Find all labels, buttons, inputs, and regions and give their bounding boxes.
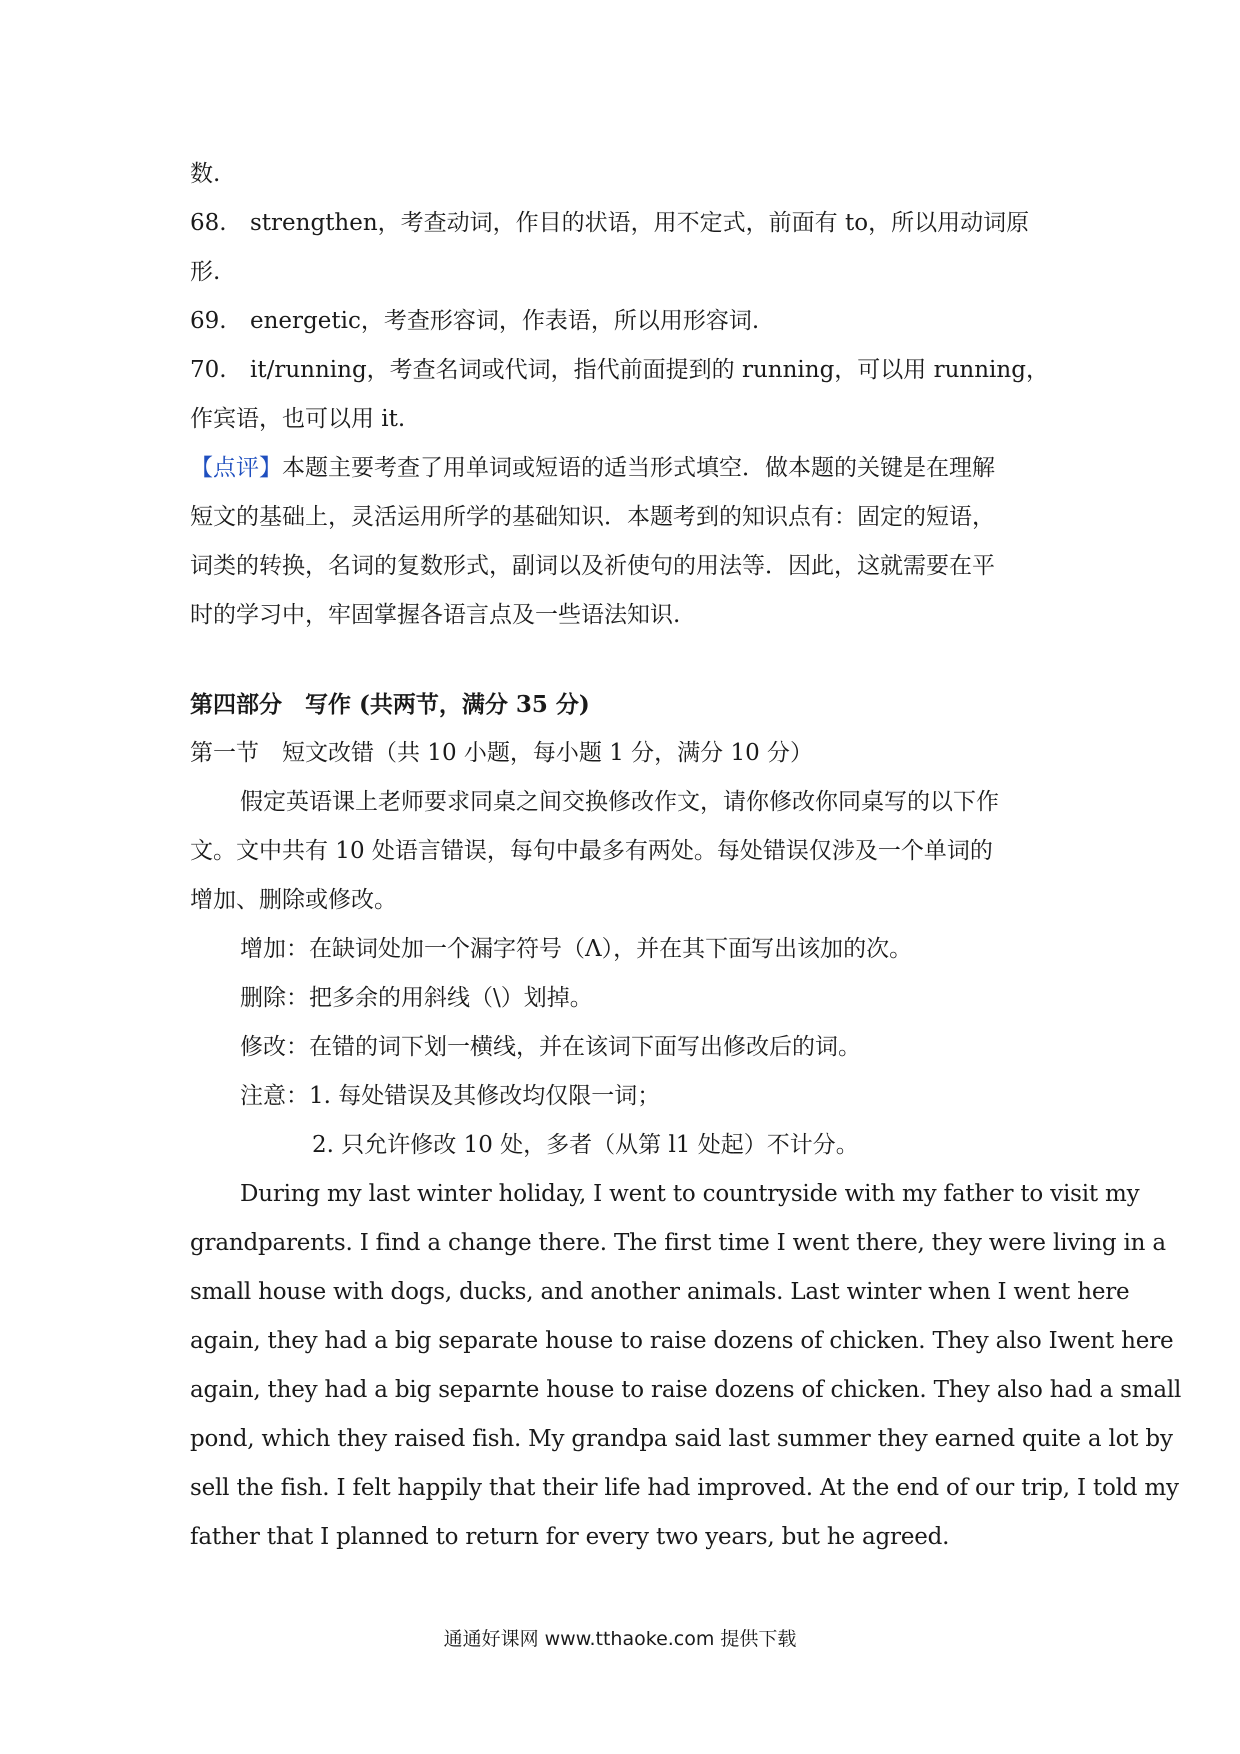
passage-line: sell the fish. I felt happily that their life had improved. At the end of our trip, I told my bbox=[190, 1475, 1179, 1501]
answer-text: energetic，考查形容词，作表语，所以用形容词. bbox=[250, 308, 760, 334]
footer-watermark: 通通好课网 www.tthaoke.com 提供下载 bbox=[443, 1628, 797, 1650]
answer-line bbox=[190, 248, 1060, 297]
answer-number: 69. bbox=[190, 308, 227, 334]
section-gap bbox=[190, 640, 1060, 680]
answer-text: 形. bbox=[190, 259, 221, 285]
note-line: 2. 只允许修改 10 处，多者（从第 l1 处起）不计分。 bbox=[312, 1132, 859, 1158]
passage-line: pond, which they raised fish. My grandpa said last summer they earned quite a lot by bbox=[190, 1426, 1173, 1452]
note-line: 注意：1. 每处错误及其修改均仅限一词； bbox=[240, 1083, 661, 1109]
document-body bbox=[190, 150, 1182, 1562]
passage-line: again, they had a big separnte house to raise dozens of chicken. They also had a small bbox=[190, 1377, 1182, 1403]
answer-text: strengthen，考查动词，作目的状语，用不定式，前面有 to，所以用动词原 bbox=[250, 210, 1030, 236]
intro-line: 文。文中共有 10 处语言错误，每句中最多有两处。每处错误仅涉及一个单词的 bbox=[190, 838, 993, 864]
rule-modify: 修改：在错的词下划一横线，并在该词下面写出修改后的词。 bbox=[240, 1034, 861, 1060]
section-subheading: 第一节 短文改错（共 10 小题，每小题 1 分，满分 10 分） bbox=[190, 740, 814, 766]
comment-text: 短文的基础上，灵活运用所学的基础知识．本题考到的知识点有：固定的短语， bbox=[190, 504, 995, 530]
comment-tag: 【点评】 bbox=[190, 455, 282, 481]
passage-line: father that I planned to return for every two years, but he agreed. bbox=[190, 1524, 950, 1550]
rule-delete: 删除：把多余的用斜线（\）划掉。 bbox=[240, 985, 593, 1011]
answer-number: 70. bbox=[190, 357, 227, 383]
answer-number: 68. bbox=[190, 210, 227, 236]
answer-text: 作宾语，也可以用 it. bbox=[190, 406, 406, 432]
comment-line bbox=[190, 591, 1060, 640]
answer-68 bbox=[190, 199, 1060, 248]
comment-line bbox=[190, 493, 1060, 542]
passage-line: During my last winter holiday, I went to countryside with my father to visit my bbox=[240, 1181, 1140, 1207]
answer-69 bbox=[190, 297, 1060, 346]
rule-add: 增加：在缺词处加一个漏字符号（Λ），并在其下面写出该加的次。 bbox=[240, 936, 913, 962]
comment-text: 本题主要考查了用单词或短语的适当形式填空．做本题的关键是在理解 bbox=[282, 455, 995, 481]
comment-line bbox=[190, 444, 1060, 493]
answer-text: 数. bbox=[190, 161, 221, 187]
comment-text: 词类的转换，名词的复数形式，副词以及祈使句的用法等．因此，这就需要在平 bbox=[190, 553, 995, 579]
passage-line: grandparents. I find a change there. The first time I went there, they were living in a bbox=[190, 1230, 1166, 1256]
answer-70 bbox=[190, 346, 1060, 395]
intro-line: 假定英语课上老师要求同桌之间交换修改作文，请你修改你同桌写的以下作 bbox=[240, 789, 999, 815]
answer-text: it/running，考查名词或代词，指代前面提到的 running，可以用 running， bbox=[250, 357, 1049, 383]
answer-line bbox=[190, 150, 1060, 199]
section-heading: 第四部分 写作 (共两节，满分 35 分) bbox=[190, 691, 590, 718]
answer-line bbox=[190, 395, 1060, 444]
passage-line: again, they had a big separate house to raise dozens of chicken. They also Iwent here bbox=[190, 1328, 1174, 1354]
passage-line: small house with dogs, ducks, and another animals. Last winter when I went here bbox=[190, 1279, 1130, 1305]
comment-line bbox=[190, 542, 1060, 591]
intro-line: 增加、删除或修改。 bbox=[190, 887, 397, 913]
comment-text: 时的学习中，牢固掌握各语言点及一些语法知识. bbox=[190, 602, 681, 628]
